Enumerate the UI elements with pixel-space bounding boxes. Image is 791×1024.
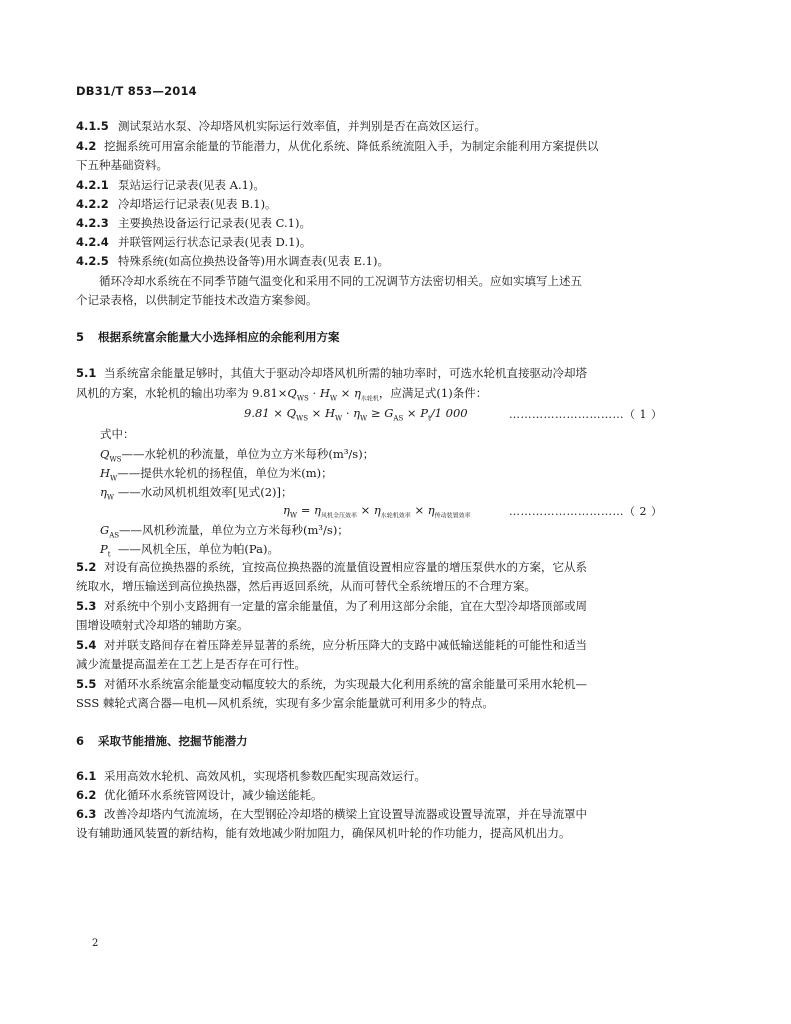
- where-label: 式中：: [100, 427, 135, 441]
- equation-2-number: …………………………（ 2 ）: [509, 505, 663, 518]
- clause-5-2-line-2: 统取水，增压输送到高位换热器，然后再返回系统，从而可替代全系统增压的不合理方案。: [76, 579, 536, 593]
- subscript: 水轮机: [360, 395, 379, 403]
- clause-5-2: [76, 560, 716, 574]
- variable-desc: ——风机秒流量，单位为立方米每秒(m³/s)；: [119, 523, 349, 537]
- subscript: W: [334, 414, 343, 423]
- clause-4-2-2: [76, 197, 716, 211]
- clause-4-2-3: [76, 216, 716, 230]
- clause-5-1: [76, 366, 716, 380]
- standard-code: DB31/T 853—2014: [76, 84, 197, 98]
- clause-4-2-4: [76, 235, 716, 249]
- clause-text: 测试泵站水泵、冷却塔风机实际运行效率值，并判别是否在高效区运行。: [118, 119, 486, 133]
- subscript: W: [106, 493, 115, 502]
- variable-desc: ——水动风机机组效率[见式(2)]；: [117, 485, 293, 499]
- variable-eta-w: $\eta_W$ ——水动风机机组效率[见式(2)]；: [100, 485, 293, 502]
- clause-number: 5.3: [76, 599, 97, 613]
- clause-4-2-1: [76, 178, 716, 192]
- subscript: WS: [109, 455, 122, 464]
- variable-pt: $P_t$ ——风机全压，单位为帕(Pa)。: [100, 542, 279, 559]
- subscript: W: [329, 394, 338, 403]
- clause-text: 当系统富余能量足够时，其值大于驱动冷却塔风机所需的轴功率时，可选水轮机直接驱动冷却塔: [104, 366, 587, 380]
- clause-number: 4.2.4: [76, 235, 109, 249]
- clause-4-2: [76, 139, 716, 153]
- clause-text: 对循环水系统富余能量变动幅度较大的系统，为实现最大化利用系统的富余能量可采用水轮机—: [104, 677, 587, 691]
- clause-text: 优化循环水系统管网设计，减少输送能耗。: [104, 788, 323, 802]
- note-line-1: 循环冷却水系统在不同季节随气温变化和采用不同的工况调节方法密切相关。应如实填写上述五: [99, 274, 582, 288]
- clause-text: 特殊系统(如高位换热设备等)用水调查表(见表 E.1)。: [118, 254, 389, 268]
- clause-6-1: [76, 769, 716, 783]
- clause-4-1-5: [76, 119, 716, 133]
- subscript: W: [289, 511, 298, 520]
- variable-desc: ——水轮机的秒流量，单位为立方米每秒(m³/s)；: [121, 447, 375, 461]
- clause-4-2-cont: 下五种基础资料。: [76, 158, 168, 172]
- section-number: 5: [76, 330, 85, 344]
- equation-1: $9.81 \times Q_{WS} \times H_W \cdot \eta_W \ge G_{AS} \times P_t/1$ 000: [244, 406, 468, 423]
- subscript: 风机全压效率: [320, 512, 357, 520]
- section-5-heading: [76, 330, 716, 344]
- clause-5-1-line-2: 风机的方案，水轮机的输出功率为 $9.81\times Q_{WS} \cdot H_W \times \eta_{水轮机}$，应满足式(1)条件：: [76, 386, 488, 403]
- clause-4-2-5: [76, 254, 716, 268]
- section-number: 6: [76, 734, 85, 748]
- variable-desc: ——风机全压，单位为帕(Pa)。: [117, 542, 279, 556]
- subscript: t: [107, 550, 111, 559]
- subscript: t: [427, 414, 431, 423]
- clause-text: 对设有高位换热器的系统，宜按高位换热器的流量值设置相应容量的增压泵供水的方案，它从系: [104, 560, 587, 574]
- subscript: WS: [296, 414, 308, 423]
- clause-number: 6.3: [76, 807, 97, 821]
- subscript: 传动装置效率: [434, 512, 471, 520]
- clause-number: 6.2: [76, 788, 97, 802]
- clause-number: 6.1: [76, 769, 97, 783]
- equation-2: $\eta_W = \eta_{风机全压效率} \times \eta_{水轮机效率} \times \eta_{传动装置效率}$: [283, 503, 471, 520]
- subscript: AS: [109, 531, 120, 540]
- clause-number: 5.4: [76, 638, 97, 652]
- clause-number: 4.1.5: [76, 119, 109, 133]
- variable-desc: ——提供水轮机的扬程值，单位为米(m)；: [117, 466, 333, 480]
- section-title: 采取节能措施、挖掘节能潜力: [98, 734, 248, 748]
- clause-number: 4.2.1: [76, 178, 109, 192]
- clause-number: 5.2: [76, 560, 97, 574]
- clause-number: 4.2.2: [76, 197, 109, 211]
- clause-5-3-line-2: 围增设喷射式冷却塔的辅助方案。: [76, 618, 249, 632]
- page-number: 2: [92, 938, 99, 949]
- clause-number: 4.2: [76, 139, 97, 153]
- subscript: 水轮机效率: [380, 512, 411, 520]
- clause-text: 并联管网运行状态记录表(见表 D.1)。: [118, 235, 312, 249]
- clause-text: 改善冷却塔内气流流场，在大型钢砼冷却塔的横梁上宜设置导流器或设置导流罩，并在导流罩中: [104, 807, 587, 821]
- clause-text: 冷却塔运行记录表(见表 B.1)。: [118, 197, 277, 211]
- clause-text: 泵站运行记录表(见表 A.1)。: [118, 178, 265, 192]
- variable-qws: $Q_{WS}——$水轮机的秒流量，单位为立方米每秒(m³/s)；: [100, 447, 375, 464]
- clause-6-3: [76, 807, 716, 821]
- clause-text: 主要换热设备运行记录表(见表 C.1)。: [118, 216, 311, 230]
- section-title: 根据系统富余能量大小选择相应的余能利用方案: [98, 330, 340, 344]
- clause-6-3-line-2: 设有辅助通风装置的新结构，能有效地减少附加阻力，确保风机叶轮的作功能力，提高风机出力。: [76, 826, 571, 840]
- clause-6-2: [76, 788, 716, 802]
- section-6-heading: [76, 734, 716, 748]
- subscript: AS: [393, 414, 404, 423]
- clause-text: 对并联支路间存在着压降差异显著的系统，应分析压降大的支路中减低输送能耗的可能性和适当: [104, 638, 587, 652]
- clause-5-4-line-2: 减少流量提高温差在工艺上是否存在可行性。: [76, 657, 306, 671]
- clause-text: 对系统中个别小支路拥有一定量的富余能量值，为了利用这部分余能，宜在大型冷却塔顶部或周: [104, 599, 587, 613]
- variable-gas: $G_{AS}——$风机秒流量，单位为立方米每秒(m³/s)；: [100, 523, 349, 540]
- clause-text: ，应满足式(1)条件：: [378, 386, 488, 400]
- clause-text: 挖掘系统可用富余能量的节能潜力，从优化系统、降低系统流阻入手，为制定余能利用方案提供以: [104, 139, 599, 153]
- clause-5-4: [76, 638, 716, 652]
- subscript: W: [360, 414, 368, 423]
- clause-5-3: [76, 599, 716, 613]
- equation-1-number: …………………………（ 1 ）: [509, 408, 663, 421]
- clause-number: 5.1: [76, 366, 97, 380]
- clause-number: 4.2.3: [76, 216, 109, 230]
- clause-number: 5.5: [76, 677, 97, 691]
- note-line-2: 个记录表格，以供制定节能技术改造方案参阅。: [76, 293, 318, 307]
- subscript: W: [110, 474, 118, 483]
- clause-5-5-line-2: SSS 棘轮式离合器—电机—风机系统，实现有多少富余能量就可利用多少的特点。: [76, 696, 494, 710]
- clause-text: 风机的方案，水轮机的输出功率为 9.81×: [76, 386, 288, 400]
- variable-hw: $H_W——$提供水轮机的扬程值，单位为米(m)；: [100, 466, 333, 483]
- subscript: WS: [296, 394, 309, 403]
- clause-number: 4.2.5: [76, 254, 109, 268]
- clause-text: 采用高效水轮机、高效风机，实现塔机参数匹配实现高效运行。: [104, 769, 426, 783]
- clause-5-5: [76, 677, 716, 691]
